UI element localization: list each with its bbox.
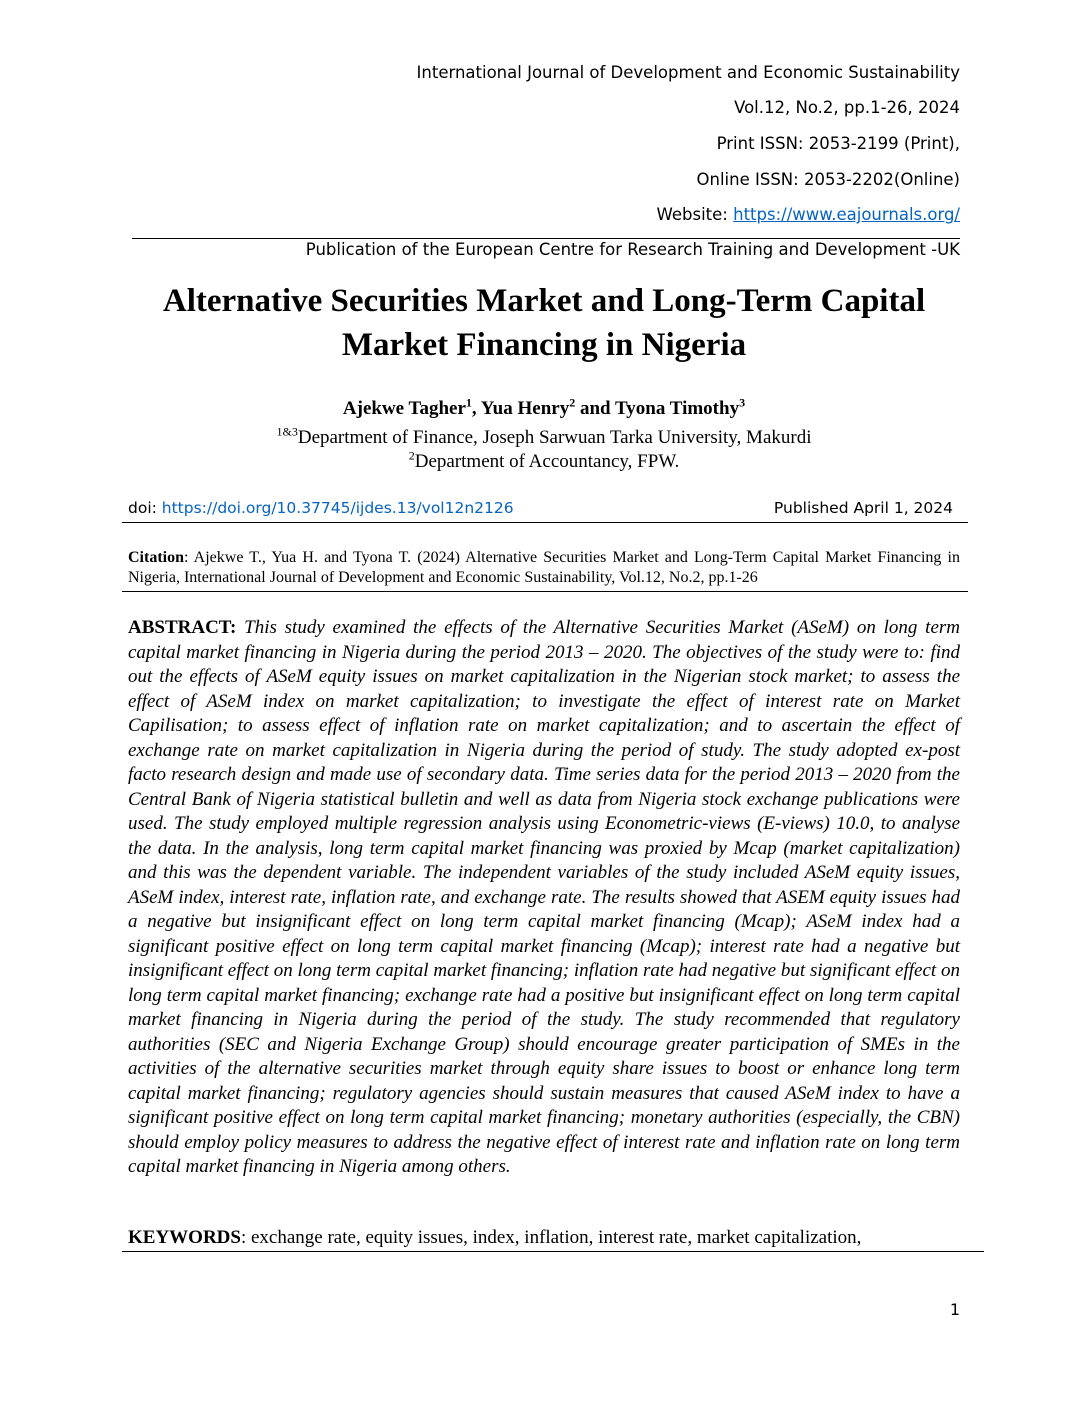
citation-rule xyxy=(122,591,968,592)
author-affil-mark: 2 xyxy=(569,395,576,410)
author-name: Tyona Timothy xyxy=(615,398,740,419)
citation xyxy=(128,548,960,588)
website-line xyxy=(657,205,960,224)
keywords xyxy=(128,1227,968,1249)
affiliation-mark: 1&3 xyxy=(276,424,298,439)
author-list xyxy=(100,395,988,420)
journal-name: International Journal of Development and Economic Sustainability xyxy=(416,63,960,82)
article-title xyxy=(100,279,988,367)
citation-label: Citation xyxy=(128,549,184,566)
doi-line xyxy=(128,499,514,517)
abstract xyxy=(128,616,960,1180)
page-number: 1 xyxy=(949,1300,960,1319)
affiliation-2 xyxy=(100,448,988,473)
author-affil-mark: 1 xyxy=(465,395,472,410)
title-line-2: Market Financing in Nigeria xyxy=(341,327,747,363)
citation-text: : Ajekwe T., Yua H. and Tyona T. (2024) Alternative Securities Market and Long-Term Capital Market Financing in Nigeria, International Journal of Development and Economic Sustainability, Vol.12, No.2, pp.1-26 xyxy=(128,549,960,586)
keywords-rule xyxy=(122,1251,984,1252)
doi-rule xyxy=(122,522,968,523)
publisher-line: Publication of the European Centre for Research Training and Development -UK xyxy=(305,240,960,259)
author-name: Yua Henry xyxy=(480,398,570,419)
website-link[interactable]: https://www.eajournals.org/ xyxy=(733,205,960,224)
affiliation-mark: 2 xyxy=(408,448,415,463)
online-issn: Online ISSN: 2053-2202(Online) xyxy=(696,170,960,189)
title-line-1: Alternative Securities Market and Long-Term Capital xyxy=(162,283,926,319)
website-label: Website: xyxy=(656,205,734,224)
doi-label: doi: xyxy=(128,499,162,517)
keywords-label: KEYWORDS xyxy=(128,1227,241,1248)
volume-info: Vol.12, No.2, pp.1-26, 2024 xyxy=(734,98,960,117)
print-issn: Print ISSN: 2053-2199 (Print), xyxy=(716,134,960,153)
header-rule xyxy=(132,238,960,239)
affiliation-1 xyxy=(100,424,988,449)
author-name: Ajekwe Tagher xyxy=(342,398,466,419)
author-separator: , xyxy=(471,398,481,419)
keywords-text: : exchange rate, equity issues, index, inflation, interest rate, market capitalization, xyxy=(240,1227,862,1248)
author-separator: and xyxy=(575,398,615,419)
published-date: Published April 1, 2024 xyxy=(773,499,953,517)
doi-link[interactable]: https://doi.org/10.37745/ijdes.13/vol12n2126 xyxy=(161,499,514,517)
author-affil-mark: 3 xyxy=(739,395,746,410)
affiliation-text: Department of Finance, Joseph Sarwuan Tarka University, Makurdi xyxy=(297,427,812,448)
affiliation-text: Department of Accountancy, FPW. xyxy=(414,451,680,472)
abstract-label: ABSTRACT: xyxy=(128,617,237,638)
abstract-text: This study examined the effects of the Alternative Securities Market (ASeM) on long term capital market financing in Nigeria during the period 2013 – 2020. The objectives of the study were to: find out the effects of ASeM equity issues on market capitalization in the Nigerian stock market; to assess the effect of ASeM index on market capitalization; to investigate the effect of interest rate on Market Capilisation; to assess effect of inflation rate on market capitalization; and to ascertain the effect of exchange rate on market capitalization in Nigeria during the period of study. The study adopted ex-post facto research design and made use of secondary data. Time series data for the period 2013 – 2020 from the Central Bank of Nigeria statistical bulletin and well as data from Nigeria stock exchange publications were used. The study employed multiple regression analysis using Econometric-views (E-views) 10.0, to analyse the data. In the analysis, long term capital market financing was proxied by Mcap (market capitalization) and this was the dependent variable. The independent variables of the study included ASeM equity issues, ASeM index, interest rate, inflation rate, and exchange rate. The results showed that ASEM equity issues had a negative but insignificant effect on long term capital market financing (Mcap); ASeM index had a significant positive effect on long term capital market financing (Mcap); interest rate had a negative but insignificant effect on long term capital market financing; inflation rate had negative but significant effect on long term capital market financing; exchange rate had a positive but insignificant effect on long term capital market financing in Nigeria during the period of the study. The study recommended that regulatory authorities (SEC and Nigeria Exchange Group) should encourage greater participation of SMEs in the activities of the alternative securities market through equity share issues to boost or enhance long term capital market financing; regulatory agencies should sustain measures that caused ASeM index to have a significant positive effect on long term capital market financing; monetary authorities (especially, the CBN) should employ policy measures to address the negative effect of interest rate and inflation rate on long term capital market financing in Nigeria among others. xyxy=(128,617,960,1177)
